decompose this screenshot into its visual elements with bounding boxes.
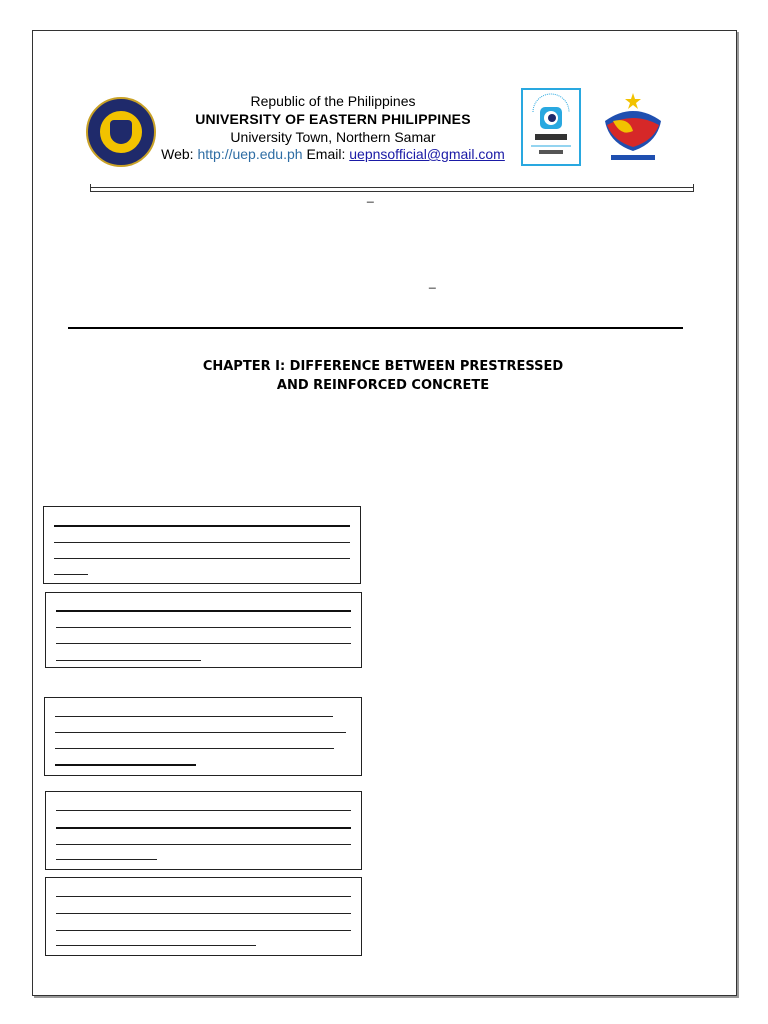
web-label: Web: — [161, 146, 194, 162]
seal-shield — [110, 120, 132, 144]
box-line — [56, 660, 201, 661]
content-box-3 — [44, 697, 362, 776]
chapter-rule — [68, 327, 683, 329]
box-line — [56, 610, 351, 612]
box-line — [56, 945, 256, 946]
content-box-1 — [43, 506, 361, 584]
box-line — [56, 930, 351, 931]
header-contact — [153, 146, 513, 162]
header-university-name: UNIVERSITY OF EASTERN PHILIPPINES — [195, 111, 471, 127]
box-line — [55, 732, 346, 733]
box-line — [56, 827, 351, 829]
box-line — [54, 558, 350, 559]
socotec-iso-logo — [521, 88, 581, 166]
box-line — [56, 913, 351, 914]
chapter-heading — [133, 357, 633, 395]
box-line — [54, 525, 350, 527]
box-line — [55, 764, 196, 766]
box-line — [55, 716, 333, 717]
box-line — [56, 859, 157, 860]
university-seal-logo — [86, 97, 156, 167]
box-line — [55, 748, 334, 749]
email-label: Email: — [306, 146, 346, 162]
box-line — [56, 844, 351, 845]
content-box-4 — [45, 791, 362, 870]
box-line — [54, 542, 350, 543]
content-box-2 — [45, 592, 362, 668]
header-republic: Republic of the Philippines — [250, 93, 416, 109]
email-link[interactable]: uepnsofficial@gmail.com — [349, 146, 505, 162]
socotec-icon — [523, 90, 579, 164]
box-line — [56, 810, 351, 811]
box-line — [56, 627, 351, 628]
box-line — [56, 643, 351, 644]
web-link[interactable]: http://uep.edu.ph — [197, 146, 303, 162]
seal-inner-ring — [98, 109, 144, 155]
bagong-pilipinas-icon — [599, 91, 667, 167]
document-page — [32, 30, 737, 996]
content-box-5 — [45, 877, 362, 956]
header-double-rule — [90, 187, 694, 192]
dash-mark-2: _ — [429, 275, 436, 289]
chapter-title-line-2: AND REINFORCED CONCRETE — [276, 378, 490, 393]
rule-right-tick — [693, 184, 694, 192]
letterhead — [153, 93, 513, 163]
box-line — [56, 896, 351, 897]
bagong-pilipinas-logo — [599, 91, 667, 167]
dash-mark-1: _ — [367, 189, 374, 203]
chapter-title-line-1: CHAPTER I: DIFFERENCE BETWEEN PRESTRESSED — [202, 359, 564, 374]
header-address: University Town, Northern Samar — [230, 129, 436, 145]
box-line — [54, 574, 88, 575]
